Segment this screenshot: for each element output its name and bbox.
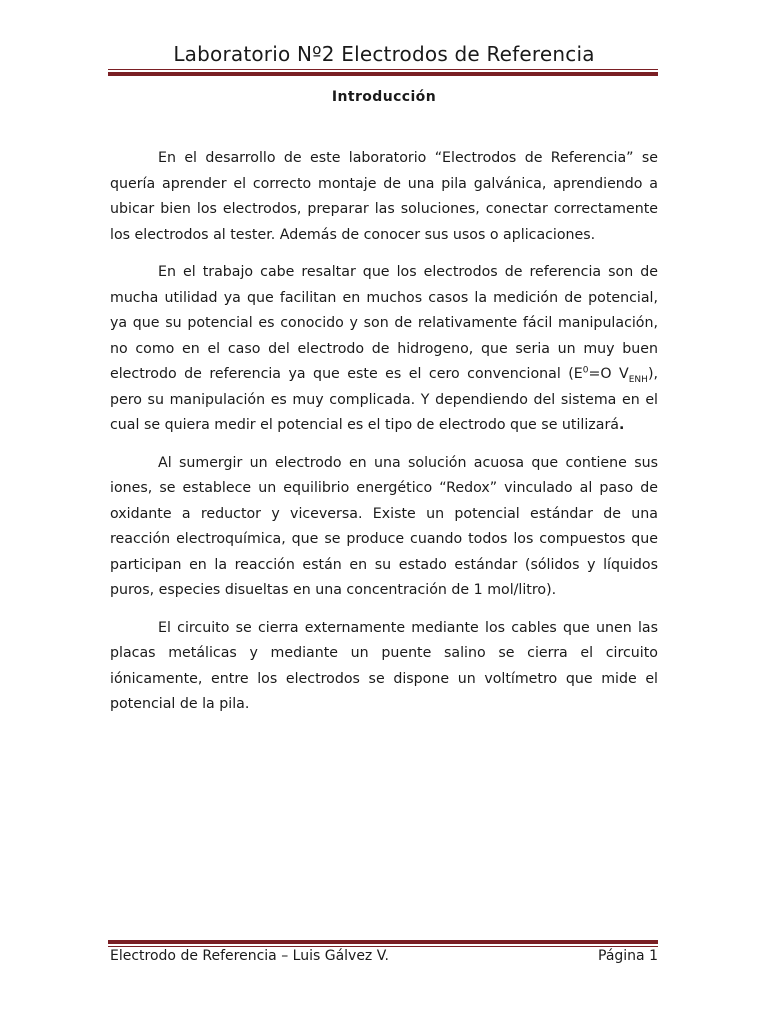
section-title: Introducción: [331, 89, 437, 105]
paragraph-4: El circuito se cierra externamente mediante los cables que unen las placas metálicas y mediante un puente salino se cierra el circuito iónicamente, entre los electrodos se dispone un voltímetro que mide el potencial de la pila.: [110, 619, 658, 712]
paragraph-2: [110, 260, 658, 439]
page-footer: [110, 946, 658, 966]
paragraph-2-text-c: ), pero su manipulación es muy complicada. Y dependiendo del sistema en el cual se quiera medir el potencial es el tipo de electrodo que se utilizará: [110, 366, 658, 433]
header-divider: [108, 69, 658, 76]
document-body: [110, 146, 658, 730]
paragraph-1: En el desarrollo de este laboratorio “Electrodos de Referencia” se quería aprender el correcto montaje de una pila galvánica, aprendiendo a ubicar bien los electrodos, preparar las soluciones, conectar correctamente los electrodos al tester. Además de conocer sus usos o aplicaciones.: [110, 150, 658, 243]
paragraph-3: Al sumergir un electrodo en una solución acuosa que contiene sus iones, se establece un equilibrio energético “Redox” vinculado al paso de oxidante a reductor y viceversa. Existe un potencial estándar de una reacción electroquímica, que se produce cuando todos los compuestos que participan en la reacción están en su estado estándar (sólidos y líquidos puros, especies disueltas en una concentración de 1 mol/litro).: [110, 454, 658, 598]
page-header-title: Laboratorio Nº2 Electrodos de Referencia: [173, 42, 595, 66]
page-number: Página 1: [598, 948, 658, 964]
paragraph-2-final-period: .: [618, 417, 625, 433]
subscript-enh: ENH: [628, 374, 648, 385]
footer-author: Electrodo de Referencia – Luis Gálvez V.: [110, 948, 389, 964]
paragraph-2-text-b: =O V: [588, 366, 629, 382]
superscript-zero: 0: [582, 365, 589, 376]
paragraph-2-text-a: En el trabajo cabe resaltar que los electrodos de referencia son de mucha utilidad ya que facilitan en muchos casos la medición de potencial, ya que su potencial es conocido y son de relativamente fácil manipulación, no como en el caso del electrodo de hidrogeno, que seria un muy buen electrodo de referencia ya que este es el cero convencional (E: [110, 264, 658, 382]
